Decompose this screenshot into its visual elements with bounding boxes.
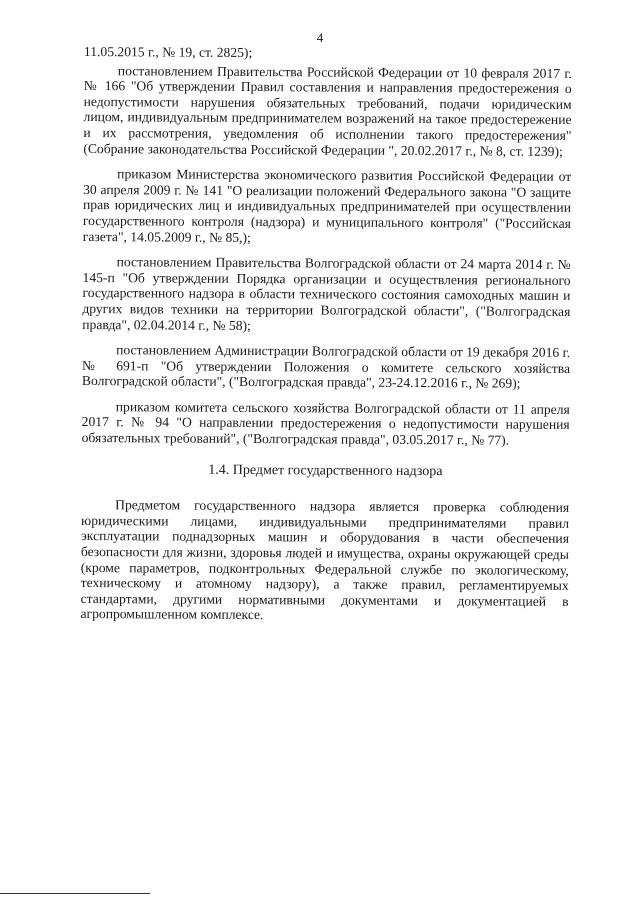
section-paragraph: Предметом государственного надзора является проверка соблюдения юридическими лицами, индивидуальными предпринимателями правил эксплуатации поднадзорных машин и оборудования в части обеспечения безопасности для жизни, здоровья людей и имущества, охраны окружающей среды (кроме параметров, подконтрольных Федеральной службе по экологическому, техническому и атомному надзору), а также правил, регламентируемых стандартами, другими нормативными документами и документацией в агропромышленном комплексе.: [80, 497, 570, 623]
paragraph-order-141: приказом Министерства экономического развития Российской Федерации от 30 апреля 2009 г. № 141 "О реализации положений Федерального закона "О защите прав юридических лиц и индивидуальных предпринимателей при осуществлении государственного контроля (надзора) и муниципального контроля" ("Российская газета", 14.05.2009 г., № 85,);: [82, 166, 572, 245]
footnote-divider: [0, 893, 150, 894]
paragraph-order-94: приказом комитета сельского хозяйства Волгоградской области от 11 апреля 2017 г. № 94 "О направлении предостережения о недопустимости нарушения обязательных требований", ("Волгоградская правда", 03.05.2017 г., № 77).: [81, 399, 570, 448]
paragraph-resolution-166: постановлением Правительства Российской Федерации от 10 февраля 2017 г. № 166 "Об утверждении Правил составления и направления предостережения о недопустимости нарушения обязательных требований, подачи юридическим лицом, индивидуальным предпринимателем возражений на такое предостережение и их рассмотрения, уведомления об исполнении такого предостережения" (Собрание законодательства Российской Федерации ", 20.02.2017 г., № 8, ст. 1239);: [83, 62, 572, 159]
section-heading: 1.4. Предмет государственного надзора: [208, 462, 443, 479]
paragraph-continuation: 11.05.2015 г., № 19, ст. 2825);: [83, 44, 253, 61]
page-number: 4: [316, 30, 324, 45]
document-body: [80, 44, 572, 635]
paragraph-resolution-691p: постановлением Администрации Волгоградской области от 19 декабря 2016 г. № 691-п "Об утверждении Положения о комитете сельского хозяйства Волгоградской области", ("Волгоградская правда", 23-24.12.2016 г., № 269);: [81, 342, 571, 391]
paragraph-resolution-145p: постановлением Правительства Волгоградской области от 24 марта 2014 г. № 145-п "Об утверждении Порядка организации и осуществления регионального государственного надзора в области технического состояния самоходных машин и других видов техники на территории Волгоградской области", ("Волгоградская правда", 02.04.2014 г., № 58);: [82, 254, 571, 333]
